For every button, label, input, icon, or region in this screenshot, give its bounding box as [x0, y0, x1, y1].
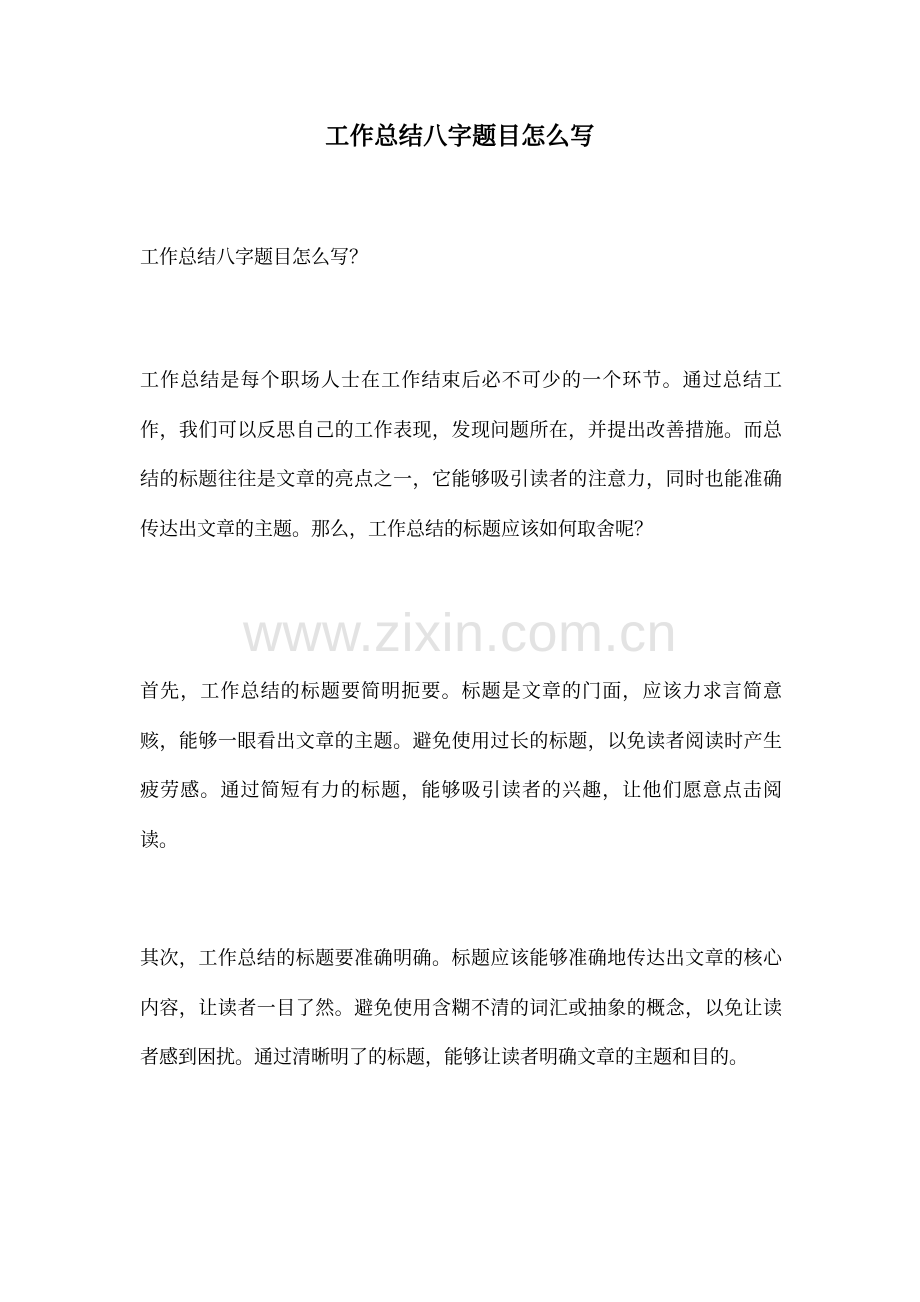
watermark: www.zixin.com.cn	[242, 603, 678, 663]
paragraph-intro: 工作总结是每个职场人士在工作结束后必不可少的一个环节。通过总结工作，我们可以反思自己的工作表现，发现问题所在，并提出改善措施。而总结的标题往往是文章的亮点之一，它能够吸引读者的注意力，同时也能准确传达出文章的主题。那么，工作总结的标题应该如何取舍呢？	[140, 369, 782, 540]
document-subtitle: 工作总结八字题目怎么写？	[140, 246, 369, 268]
document-title: 工作总结八字题目怎么写	[325, 121, 595, 150]
paragraph-first-point: 首先，工作总结的标题要简明扼要。标题是文章的门面，应该力求言简意赅，能够一眼看出文章的主题。避免使用过长的标题，以免读者阅读时产生疲劳感。通过简短有力的标题，能够吸引读者的兴趣，让他们愿意点击阅读。	[140, 680, 782, 851]
paragraph-second-point: 其次，工作总结的标题要准确明确。标题应该能够准确地传达出文章的核心内容，让读者一目了然。避免使用含糊不清的词汇或抽象的概念，以免让读者感到困扰。通过清晰明了的标题，能够让读者明确文章的主题和目的。	[140, 947, 782, 1068]
